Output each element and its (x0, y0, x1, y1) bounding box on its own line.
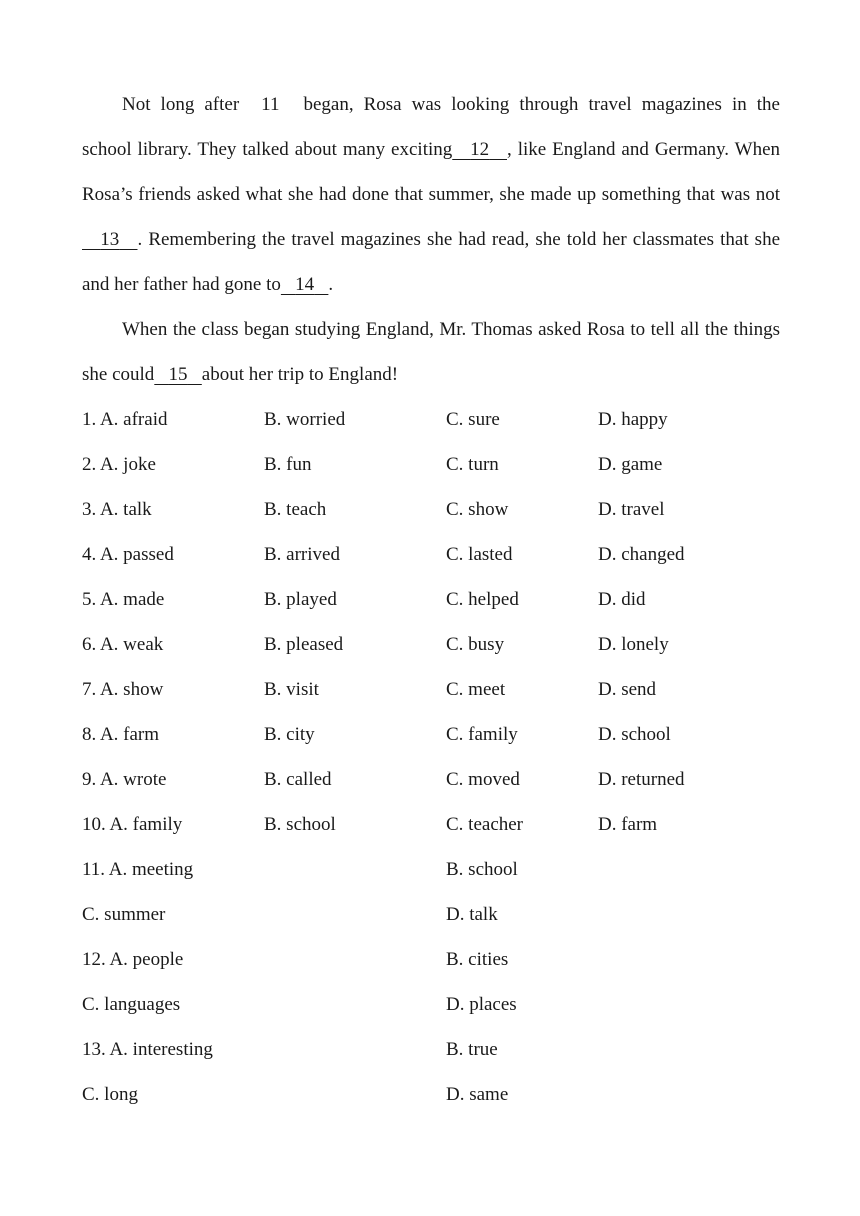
option-b: B. city (264, 724, 315, 745)
passage-text: Not long after (122, 94, 240, 115)
option-left: C. long (82, 1084, 138, 1105)
option-c: C. busy (446, 634, 505, 655)
option-a: 2. A. joke (82, 454, 156, 475)
option-d: D. lonely (598, 634, 669, 655)
option-c: C. teacher (446, 814, 524, 835)
option-d: D. happy (598, 409, 668, 430)
passage-paragraph-2 (82, 307, 780, 397)
passage-paragraph-1 (82, 82, 780, 307)
options-four-column (82, 397, 780, 847)
options-two-column (82, 847, 780, 1117)
option-b: B. school (264, 814, 336, 835)
option-d: D. returned (598, 769, 685, 790)
question-row (82, 532, 780, 577)
option-a: 4. A. passed (82, 544, 174, 565)
option-left: 13. A. interesting (82, 1039, 213, 1060)
option-a: 6. A. weak (82, 634, 164, 655)
option-b: B. teach (264, 499, 327, 520)
passage-text: , like England and Germany. When Rosa’s friends asked what she had done that summer, she made up something that was not (82, 139, 781, 205)
question-row (82, 442, 780, 487)
blank-13: 13 (100, 229, 120, 250)
passage-text: began, Rosa was looking through travel magazines in the school library. They talked about many exciting (82, 94, 780, 160)
option-row (82, 937, 780, 982)
option-c: C. helped (446, 589, 519, 610)
option-a: 7. A. show (82, 679, 164, 700)
option-right: D. places (446, 994, 517, 1015)
option-c: C. meet (446, 679, 506, 700)
blank-15: 15 (168, 364, 188, 385)
option-b: B. played (264, 589, 337, 610)
option-d: D. changed (598, 544, 685, 565)
option-d: D. did (598, 589, 646, 610)
passage-text: . (328, 274, 334, 295)
option-right: D. talk (446, 904, 498, 925)
option-a: 3. A. talk (82, 499, 152, 520)
option-c: C. moved (446, 769, 520, 790)
option-a: 8. A. farm (82, 724, 160, 745)
blank-11: 11 (261, 94, 280, 115)
option-d: D. send (598, 679, 657, 700)
option-row (82, 847, 780, 892)
option-b: B. visit (264, 679, 319, 700)
question-row (82, 802, 780, 847)
option-left: 12. A. people (82, 949, 184, 970)
option-row (82, 1072, 780, 1117)
option-right: B. true (446, 1039, 498, 1060)
option-c: C. lasted (446, 544, 513, 565)
option-b: B. pleased (264, 634, 344, 655)
option-d: D. farm (598, 814, 658, 835)
option-a: 10. A. family (82, 814, 183, 835)
option-a: 5. A. made (82, 589, 165, 610)
blank-12: 12 (470, 139, 490, 160)
option-d: D. game (598, 454, 663, 475)
option-left: C. summer (82, 904, 166, 925)
option-right: B. school (446, 859, 518, 880)
blank-14: 14 (295, 274, 315, 295)
passage-text: . Remembering the travel magazines she had read, she told her classmates that she and her father had gone to (82, 229, 781, 295)
question-row (82, 577, 780, 622)
passage-text: about her trip to England! (201, 364, 399, 385)
question-row (82, 397, 780, 442)
question-row (82, 487, 780, 532)
option-a: 9. A. wrote (82, 769, 167, 790)
option-row (82, 892, 780, 937)
option-b: B. worried (264, 409, 346, 430)
option-c: C. show (446, 499, 509, 520)
option-right: B. cities (446, 949, 509, 970)
option-c: C. turn (446, 454, 499, 475)
option-row (82, 982, 780, 1027)
question-row (82, 667, 780, 712)
question-row (82, 757, 780, 802)
option-a: 1. A. afraid (82, 409, 168, 430)
option-c: C. family (446, 724, 518, 745)
option-c: C. sure (446, 409, 500, 430)
passage-text: When the class began studying England, Mr. Thomas asked Rosa to tell all the things she could (82, 319, 780, 385)
option-right: D. same (446, 1084, 509, 1105)
option-row (82, 1027, 780, 1072)
question-row (82, 622, 780, 667)
option-b: B. arrived (264, 544, 340, 565)
option-b: B. called (264, 769, 332, 790)
option-left: C. languages (82, 994, 181, 1015)
option-b: B. fun (264, 454, 312, 475)
option-left: 11. A. meeting (82, 859, 194, 880)
option-d: D. travel (598, 499, 665, 520)
worksheet-page (82, 82, 780, 1117)
option-d: D. school (598, 724, 671, 745)
question-row (82, 712, 780, 757)
